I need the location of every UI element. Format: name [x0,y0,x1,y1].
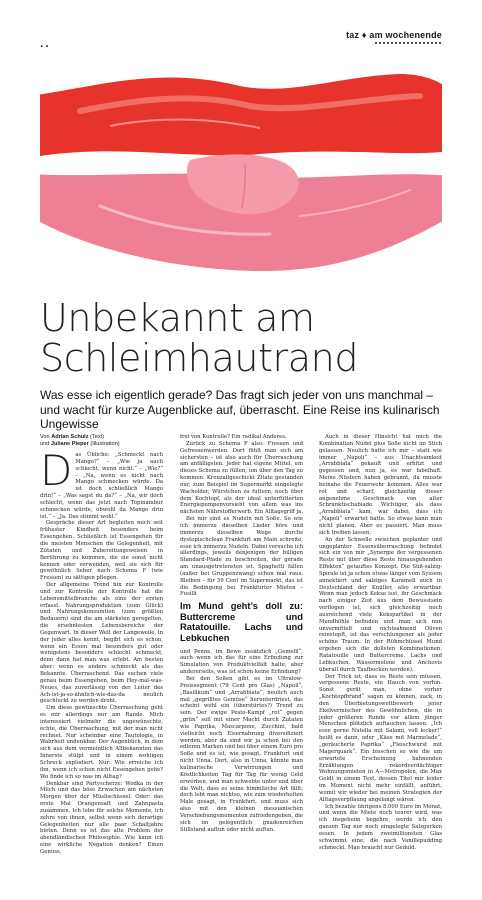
subheading: Im Mund geht’s doll zu: Buttercreme und Ratatouille. Lachs und Lebkuchen [180,600,303,644]
drop-cap: D [40,446,73,495]
paragraph: Bei mir sind es Nudeln mit Soße. So wie ich immerzu dieselben Lieder höre und immerzu dieselben Wege durchs dystopischclean Frankfurt am Main schreite, esse ich immerzu Nudeln. Dabei versuche ich allerdings, jeweils denjenigen der billigen Standard-Pfade zu beschreiten, der gerade am unausgetretensten ist. Spaghetti fallen (außer bei Gruppenzwang) schon mal raus. Bleiben – für 59 Cent im Supermarkt, das ist die Bedingung bei Frankfurter Mieten – Fusilli [180,516,303,598]
paragraph: Ich bezahle übrigens 8.000 Euro im Monat, und wenn die Miete noch teurer wird, was ich insgeheim begehre, werde ich den ganzen Tag nur noch eingelegte Salzgurken essen. In jedem zweimillionsten Glas schwimmt eine, die nach Vanillepudding schmeckt. Man braucht nur Geduld. [319,803,442,851]
paragraph: Um diese gewünschte Überraschung geht es mir allerdings nur am Rande. Mich interessiert vielmehr die ungewünschte, echte, die Überraschung, mit der man nicht rechnet. Nur scheinbar eine Tautologie, in Wahrheit undenkbar. Der Augenblick, in dem sich aus dem vermeintlich Altbekannten das Innerste stülpt und in einem wohligen Schreck explodiert. Nur: Wie erreiche ich ihn, wenn ich schon nicht Essengehen gehe? Wo finde ich so was im Alltag? [40,705,163,780]
page-marker: .. [40,40,51,50]
page-header [0,0,482,52]
paragraph: Denkbar sind Partyscherze: Wodka in der Milch und das böse Erwachen am nächsten Morgen über der Müslischüssel. Oder: das erste Mal Orangensaft und Zahnpasta zusammen. Ich lebe für solche Momente, ich zehre von ihnen, selbst wenn sich derartige Gelegenheiten nur alle paar Schaltjahre bieten. Denn es ist das alte Problem der abendländischen Philosophie. Wie kann ich eine wirkliche Negation denken? Einen Genuss, [40,780,163,855]
paragraph: frei von Kontrolle? Ein radikal Anderes. [180,434,287,440]
article-headline [40,298,460,378]
column-3 [319,434,442,851]
paragraph: Zurück zu Schema F also: Fressen und Gefressenwerden. Dort fühlt man sich am sichersten – ist also auch für Überraschung am anfälligsten. Jeder hat eigene Mittel, um dieses Schema zu füllen, um über den Tag zu kommen. Kreuzallgeschickt Zitate gestanden nur, zum Beispiel im Supermarkt eingelegte Wacholder, Würstchen zu futtern, noch über dem Kochtopf, als der ideal unterfütterten Energiepumpenvorsieht von allem was ins nächsten Nährstofferwerb. Ein Alltagsgriff ja. [180,440,303,516]
paragraph: Der Trick ist, dass es Reste sein müssen, vergessene Reste, ein Hauch von vorhin. Sonst gerät man, ohne vorher „Kochtopfbrand“ sagen zu können, zack, in den Überbietungswettbewerb jener Ekelvermischer des Gewöhnlichen, die in jeder größeren Runde vor allem jünger Menschen plötzlich auftauchen lassen. „Ich esse gerne Nutella mit Salami, voll lecker!“ heißt es dann, oder „Käse mit Marmelade“, „geräucherte Paprika“ „Fleischwurst mit Magerquark“. Ein bisschen so wie die um erwartete Erscheinung bahnenden Erzählungen rekordverdächtiger Wohnungsmieten in A—Metropolen, die Max Goldt in einem Text, dessen Titel mir leider im Moment nicht mehr einfällt, anführt, womit wir wieder bei meinen Strategien der Alltagsverpflaung angelangt wären. [319,673,442,803]
paragraph: Gespräche dieser Art begleiten mich seit frühester Kindheit besonders beim Essengehen. Schließlich ist Essengehen für die meisten Menschen die Gelegenheit, mit Zutaten und Zubereitungsweisen in Berührung zu kommen, die sie sonst nicht kennen oder verwenden, weil sie sich für gewöhnlich lieber nach Schema F (wie Fressen) zu sättigen pflegen. [40,520,163,582]
illustrator-name: Juliane Pieper [50,441,89,447]
column-1 [40,434,163,856]
headline-line-1: Unbekannt am [40,296,315,340]
byline: Von Adrian Schulz (Text) und Juliane Pieper (Illustration) [40,434,120,447]
headline-line-2: Schleimhautrand [40,336,359,380]
brand-label: taz ♦ am wochenende [346,30,442,40]
paragraph: Bei den Soßen gibt es im Ultralow-Preissegment (79 Cent pro Glas) „Napoli“, „Basilikum“ und „Arrabbiata“, neulich auch mal „gegrilltes Gemüse“ herunterdriest, das scheint wohl ein (überstürtes?) Trend zu sein. Der ewige Pesto-Kampf „rot“ gegen „grün“ soll mit einer Macht durch Zutaten wie Paprika, Mascarpone, Zucchini, bald vielleicht noch Eisernahrung diversifiziert werden, aber da sind wir ja schon bei den edleren Marken und bei über einem Euro pro Soße und es ist, wie gesagt, Frankfurt und nicht Unna. Dort, also in Unna, könnte man kulinarische Verwirrungen und Köstlichkeiten Tag für Tag für wenig Geld erwerben, und man schwebte unter und über die Welt, dass es seine himmlische Art fällt; doch lebt man nichtso, wie zum wiederholten Male gesagt, in Frankfurt, und muss sich also mit den kleinen messianischen Verschiebungsmomenten zufriedengeben, die sich im gelegentlich gnadenreichen Stillstand auftun oder nicht auftun. [180,676,303,833]
article-deck: Was esse ich eigentlich gerade? Das fragt sich jeder von uns manchmal – und wacht für kurze Augenblicke auf, überrascht. Eine Reise ins kulinarisch Ungewisse [40,388,440,431]
paragraph: und Penne, im Bewe zusätzlich „Gemelli“, auch wenn ich das für eine Erfindung zur Simulation von Produktvielfalt halte, aber andererseits, was ist schon keine Erfindung? [180,648,303,676]
author-name: Adrian Schulz [51,434,89,440]
lips-tongue-illustration [40,56,442,294]
paragraph: as Übliche: „Schmeckt nach Mango?“ – „Wie ja auch schlecht, wenn nicht.“ – „Wie?“ – „Na, wenn es nicht nach Mango schmecken würde. Da ist doch schließlich Mango drin!“ – „Was sagst du da?“ – „Na, wir doch schlecht, wenn das jetzt nach Topinambur schmecken würde, obwohl da Mango drin ist.“ – „Ja. Das stimmt wohl.“ [40,452,163,520]
brand-dotted-rule [374,42,442,44]
paragraph: Auch in dieser Hinsicht hat mich die Kombination Nudel plus Soße nicht im Stich gelassen. Neulich hatte ich mir – statt wie immer „Napoli“ – aus Unachtsamkeit „Arrabbiata“ gekauft und erhitzt und gegessen und, nun ja, es war fabelhaft. Meine Nüstern haben gebrannt, da musste beinahe die Feuerwehr kommen. Alles war rot und scharf, gleichzeitig dieser angenehme Geschmack von alter Schranktischablade. Wichtiger, als dass „Arrabbiata“ kam, war dabei, dass ich „Napoli“ erwartet hatte. So etwas kann man nicht planen. Aber es passiert. Man muss sich treiben lassen. [319,434,442,536]
upper-lip [40,74,442,159]
column-2 [180,434,303,833]
article-body [40,434,442,892]
paragraph: Der allgemeine Trend hin zur Kontrolle und zur Kontrolle der Kontrolle hat die Lebensmittelbranche als eine der ersten erfasst. Nahrungsproduktion (zum Glück) und Nahrungskonsumtion (zum größten Bedauern) sind die am stärksten geregelten, die ersehntesten Lebensbereiche der Gegenwart. In dieser Welt der Langeweile, in der jeder alles kennt, begibt sich es schon, wenn ein Essen mal besonders gut oder wenigstens besonders schlecht schmeckt, denn dann hat man was erlebt. Am besten aber: wenn es anders schmeckt als das Bekannte. Überraschend. Das suchen viele genau beim Essengehen, beim Hey-mal-was-Neues, das zuverlässig von der Leiter des Ach-ist-ja-so-ähnlich-wie-das-da neulich geschluckt zu werden droht. [40,582,163,705]
paragraph: An der Schwelle zwischen geplanter und ungeplanter Essensüberraschung befindet sich ein von mir „Synergie der vergessenen Reste mit über diese Reste hinausgehenden Effekten“ getauftes Konzept. Die Süß-salzig-Spirale ist ja schon etwas länger vom Syssem annektiert und salziges Karamell auch in Deutschland der Knüller, also erwartbar. Wenn man jedoch Kekse isst, ihr Geschmack nach einiger Zeit aus dem Bewusstsein verflogen ist, sich gleichzeitig noch ausreichend viele Kekspartikel in der Mundhöhle befinden und man sich nun unvermittelt und nichtsahnend Oliven reinstopft, ist das verschlungener als jeder schöne Traum. In der Rühmchüssel Mund ergeben sich die dollsten Kombinationen. Ratatouille und Buttercreme. Lachs und Lebkuchen. Wassermelone und Anchovis überall durch Taufbecken werden). [319,536,442,673]
